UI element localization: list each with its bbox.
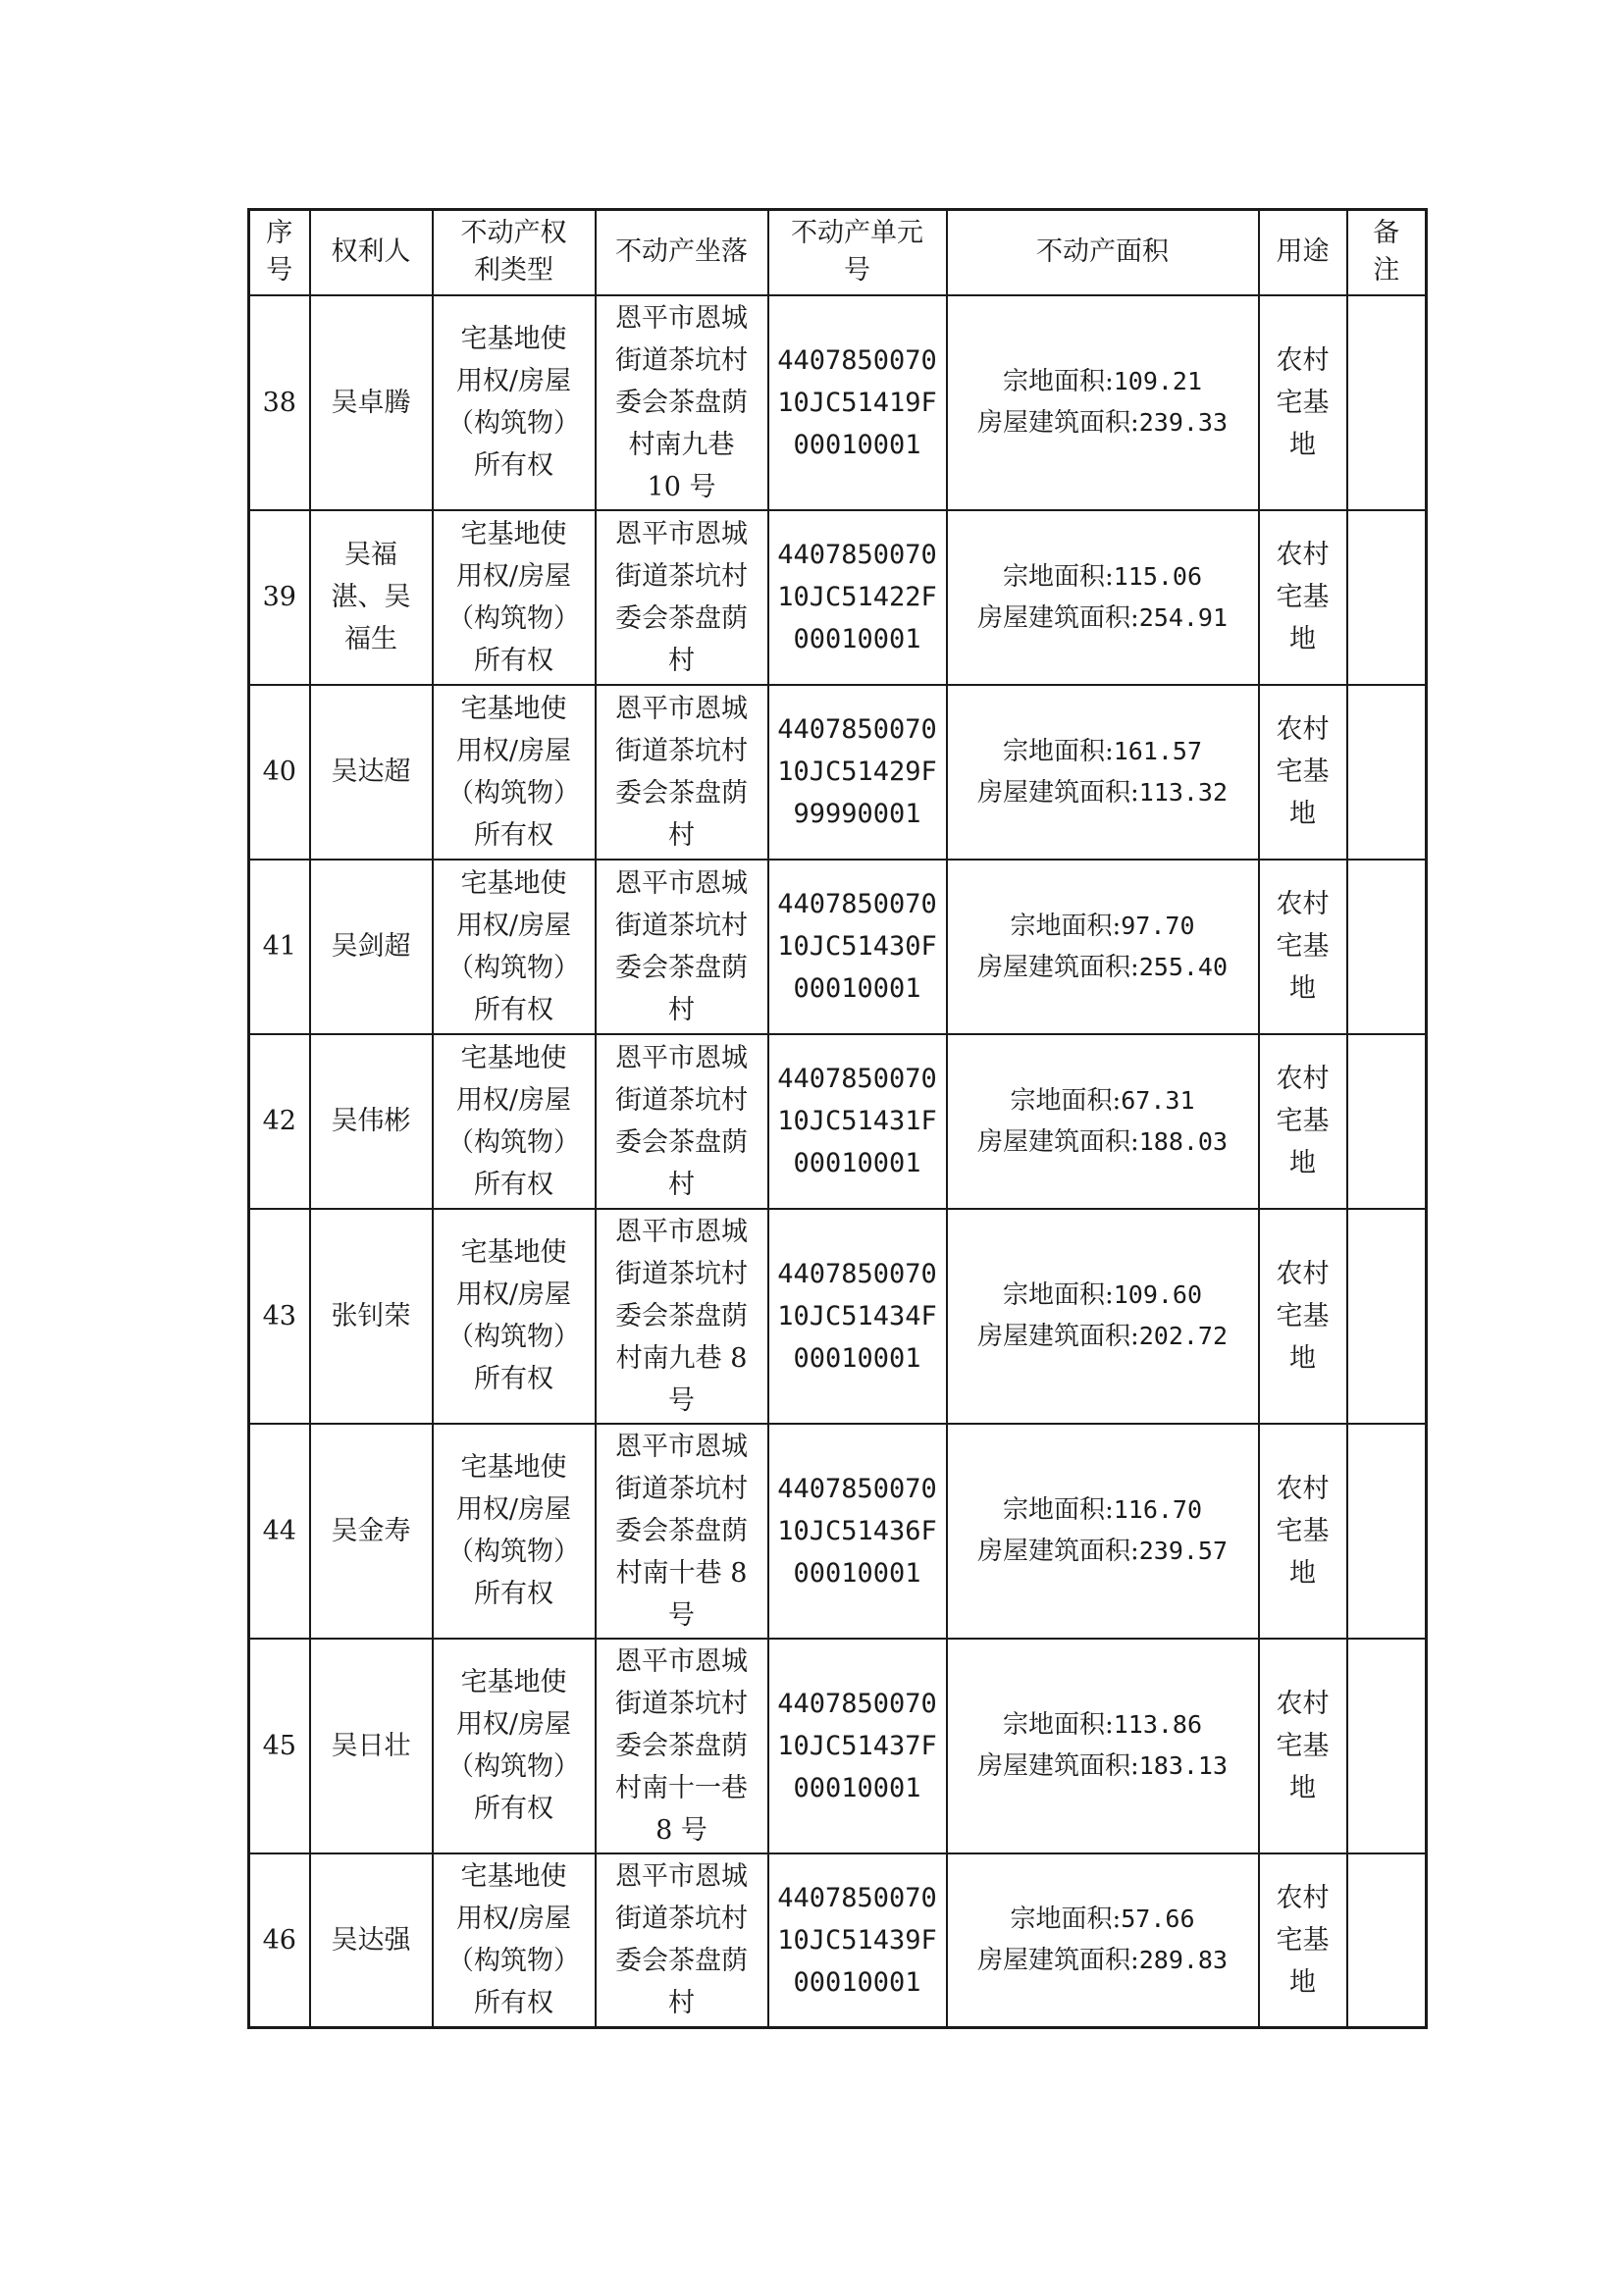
cell-usage: 农村 宅基 地 <box>1259 860 1347 1034</box>
land-area-label: 宗地面积: <box>1002 1710 1114 1740</box>
header-seq: 序 号 <box>249 210 310 295</box>
cell-seq: 44 <box>249 1424 310 1639</box>
land-area-value: 57.66 <box>1121 1905 1195 1934</box>
cell-remark <box>1347 295 1427 510</box>
cell-unit-no: 4407850070 10JC51430F 00010001 <box>768 860 947 1034</box>
land-area-label: 宗地面积: <box>1010 911 1122 941</box>
cell-right-type: 宅基地使 用权/房屋 （构筑物） 所有权 <box>433 1639 596 1853</box>
building-area-label: 房屋建筑面积: <box>976 1537 1139 1566</box>
land-area-value: 109.60 <box>1113 1280 1203 1309</box>
cell-seq: 41 <box>249 860 310 1034</box>
cell-area <box>947 1424 1259 1639</box>
cell-remark <box>1347 510 1427 685</box>
land-area-value: 67.31 <box>1121 1085 1195 1115</box>
cell-right-type: 宅基地使 用权/房屋 （构筑物） 所有权 <box>433 1209 596 1424</box>
land-area-line <box>954 1899 1252 1940</box>
cell-remark <box>1347 1209 1427 1424</box>
cell-location: 恩平市恩城 街道茶坑村 委会茶盘荫 村 <box>596 1034 768 1209</box>
header-location: 不动产坐落 <box>596 210 768 295</box>
cell-seq: 46 <box>249 1853 310 2028</box>
header-holder: 权利人 <box>310 210 433 295</box>
land-area-line <box>954 1080 1252 1122</box>
property-registry-table <box>247 208 1428 2029</box>
cell-unit-no: 4407850070 10JC51431F 00010001 <box>768 1034 947 1209</box>
land-area-value: 115.06 <box>1113 561 1203 591</box>
building-area-line <box>954 598 1252 639</box>
cell-area <box>947 510 1259 685</box>
land-area-value: 97.70 <box>1121 911 1195 940</box>
building-area-label: 房屋建筑面积: <box>976 1126 1139 1157</box>
table-row <box>249 685 1427 860</box>
header-remark: 备 注 <box>1347 210 1427 295</box>
building-area-label: 房屋建筑面积: <box>976 1322 1139 1351</box>
cell-right-type: 宅基地使 用权/房屋 （构筑物） 所有权 <box>433 685 596 860</box>
building-area-value: 239.57 <box>1138 1537 1229 1565</box>
cell-area <box>947 1853 1259 2028</box>
cell-seq: 43 <box>249 1209 310 1424</box>
building-area-line <box>954 772 1252 813</box>
cell-area <box>947 295 1259 510</box>
cell-right-type: 宅基地使 用权/房屋 （构筑物） 所有权 <box>433 1853 596 2028</box>
cell-area <box>947 1209 1259 1424</box>
cell-usage: 农村 宅基 地 <box>1259 295 1347 510</box>
header-right-type: 不动产权 利类型 <box>433 210 596 295</box>
table-row <box>249 860 1427 1034</box>
cell-location: 恩平市恩城 街道茶坑村 委会茶盘荫 村 <box>596 1853 768 2028</box>
land-area-line <box>954 1704 1252 1746</box>
building-area-line <box>954 1531 1252 1572</box>
cell-remark <box>1347 1034 1427 1209</box>
cell-usage: 农村 宅基 地 <box>1259 1034 1347 1209</box>
cell-location: 恩平市恩城 街道茶坑村 委会茶盘荫 村 <box>596 860 768 1034</box>
cell-area <box>947 685 1259 860</box>
land-area-label: 宗地面积: <box>1002 736 1114 766</box>
table-row <box>249 1424 1427 1639</box>
building-area-value: 113.32 <box>1138 777 1229 807</box>
land-area-label: 宗地面积: <box>1002 1495 1114 1525</box>
cell-seq: 39 <box>249 510 310 685</box>
building-area-label: 房屋建筑面积: <box>976 408 1139 438</box>
table-row <box>249 1853 1427 2028</box>
cell-location: 恩平市恩城 街道茶坑村 委会茶盘荫 村 <box>596 510 768 685</box>
building-area-line <box>954 947 1252 988</box>
cell-seq: 42 <box>249 1034 310 1209</box>
header-usage: 用途 <box>1259 210 1347 295</box>
table-header-row <box>249 210 1427 295</box>
land-area-line <box>954 1275 1252 1316</box>
cell-unit-no: 4407850070 10JC51422F 00010001 <box>768 510 947 685</box>
cell-location: 恩平市恩城 街道茶坑村 委会茶盘荫 村南九巷 8 号 <box>596 1209 768 1424</box>
cell-unit-no: 4407850070 10JC51437F 00010001 <box>768 1639 947 1853</box>
land-area-line <box>954 731 1252 772</box>
land-area-line <box>954 361 1252 402</box>
land-area-line <box>954 906 1252 947</box>
building-area-value: 289.83 <box>1138 1946 1229 1975</box>
building-area-line <box>954 1746 1252 1787</box>
cell-holder: 吴达超 <box>310 685 433 860</box>
building-area-value: 183.13 <box>1138 1751 1229 1780</box>
cell-right-type: 宅基地使 用权/房屋 （构筑物） 所有权 <box>433 510 596 685</box>
land-area-label: 宗地面积: <box>1010 1085 1122 1116</box>
cell-area <box>947 1034 1259 1209</box>
cell-holder: 吴金寿 <box>310 1424 433 1639</box>
cell-usage: 农村 宅基 地 <box>1259 510 1347 685</box>
cell-seq: 45 <box>249 1639 310 1853</box>
cell-usage: 农村 宅基 地 <box>1259 1639 1347 1853</box>
cell-location: 恩平市恩城 街道茶坑村 委会茶盘荫 村南十一巷 8 号 <box>596 1639 768 1853</box>
land-area-line <box>954 556 1252 598</box>
cell-holder: 吴卓腾 <box>310 295 433 510</box>
building-area-line <box>954 1940 1252 1981</box>
building-area-line <box>954 1122 1252 1163</box>
land-area-value: 113.86 <box>1113 1710 1203 1739</box>
cell-right-type: 宅基地使 用权/房屋 （构筑物） 所有权 <box>433 1424 596 1639</box>
table-row <box>249 295 1427 510</box>
cell-area <box>947 1639 1259 1853</box>
building-area-line <box>954 1316 1252 1357</box>
cell-location: 恩平市恩城 街道茶坑村 委会茶盘荫 村 <box>596 685 768 860</box>
building-area-value: 255.40 <box>1138 952 1229 981</box>
header-area: 不动产面积 <box>947 210 1259 295</box>
building-area-label: 房屋建筑面积: <box>976 1751 1139 1781</box>
cell-holder: 张钊荣 <box>310 1209 433 1424</box>
land-area-label: 宗地面积: <box>1002 561 1114 592</box>
table-row <box>249 1034 1427 1209</box>
land-area-value: 116.70 <box>1113 1495 1203 1524</box>
cell-unit-no: 4407850070 10JC51419F 00010001 <box>768 295 947 510</box>
building-area-line <box>954 402 1252 444</box>
land-area-label: 宗地面积: <box>1002 1280 1114 1310</box>
land-area-label: 宗地面积: <box>1010 1905 1122 1935</box>
land-area-label: 宗地面积: <box>1002 367 1114 396</box>
building-area-label: 房屋建筑面积: <box>976 602 1139 633</box>
land-area-value: 161.57 <box>1113 736 1203 765</box>
cell-unit-no: 4407850070 10JC51429F 99990001 <box>768 685 947 860</box>
cell-seq: 40 <box>249 685 310 860</box>
cell-remark <box>1347 1424 1427 1639</box>
cell-remark <box>1347 1639 1427 1853</box>
building-area-value: 188.03 <box>1138 1126 1229 1156</box>
table-body <box>249 295 1427 2028</box>
cell-remark <box>1347 685 1427 860</box>
cell-usage: 农村 宅基 地 <box>1259 1209 1347 1424</box>
cell-holder: 吴达强 <box>310 1853 433 2028</box>
cell-holder: 吴福 湛、吴 福生 <box>310 510 433 685</box>
cell-holder: 吴剑超 <box>310 860 433 1034</box>
building-area-label: 房屋建筑面积: <box>976 1946 1139 1976</box>
land-area-line <box>954 1489 1252 1531</box>
header-unit-no: 不动产单元 号 <box>768 210 947 295</box>
cell-holder: 吴日壮 <box>310 1639 433 1853</box>
cell-area <box>947 860 1259 1034</box>
cell-right-type: 宅基地使 用权/房屋 （构筑物） 所有权 <box>433 295 596 510</box>
building-area-value: 202.72 <box>1138 1322 1229 1350</box>
table-row <box>249 1639 1427 1853</box>
cell-location: 恩平市恩城 街道茶坑村 委会茶盘荫 村南十巷 8 号 <box>596 1424 768 1639</box>
cell-usage: 农村 宅基 地 <box>1259 1424 1347 1639</box>
cell-unit-no: 4407850070 10JC51434F 00010001 <box>768 1209 947 1424</box>
building-area-label: 房屋建筑面积: <box>976 952 1139 982</box>
table-row <box>249 510 1427 685</box>
building-area-label: 房屋建筑面积: <box>976 777 1139 808</box>
building-area-value: 239.33 <box>1138 408 1229 437</box>
cell-remark <box>1347 860 1427 1034</box>
cell-seq: 38 <box>249 295 310 510</box>
cell-usage: 农村 宅基 地 <box>1259 1853 1347 2028</box>
cell-right-type: 宅基地使 用权/房屋 （构筑物） 所有权 <box>433 1034 596 1209</box>
land-area-value: 109.21 <box>1113 367 1203 395</box>
table-row <box>249 1209 1427 1424</box>
cell-right-type: 宅基地使 用权/房屋 （构筑物） 所有权 <box>433 860 596 1034</box>
cell-unit-no: 4407850070 10JC51436F 00010001 <box>768 1424 947 1639</box>
cell-holder: 吴伟彬 <box>310 1034 433 1209</box>
cell-unit-no: 4407850070 10JC51439F 00010001 <box>768 1853 947 2028</box>
cell-usage: 农村 宅基 地 <box>1259 685 1347 860</box>
cell-location: 恩平市恩城 街道茶坑村 委会茶盘荫 村南九巷 10 号 <box>596 295 768 510</box>
building-area-value: 254.91 <box>1138 602 1229 632</box>
cell-remark <box>1347 1853 1427 2028</box>
